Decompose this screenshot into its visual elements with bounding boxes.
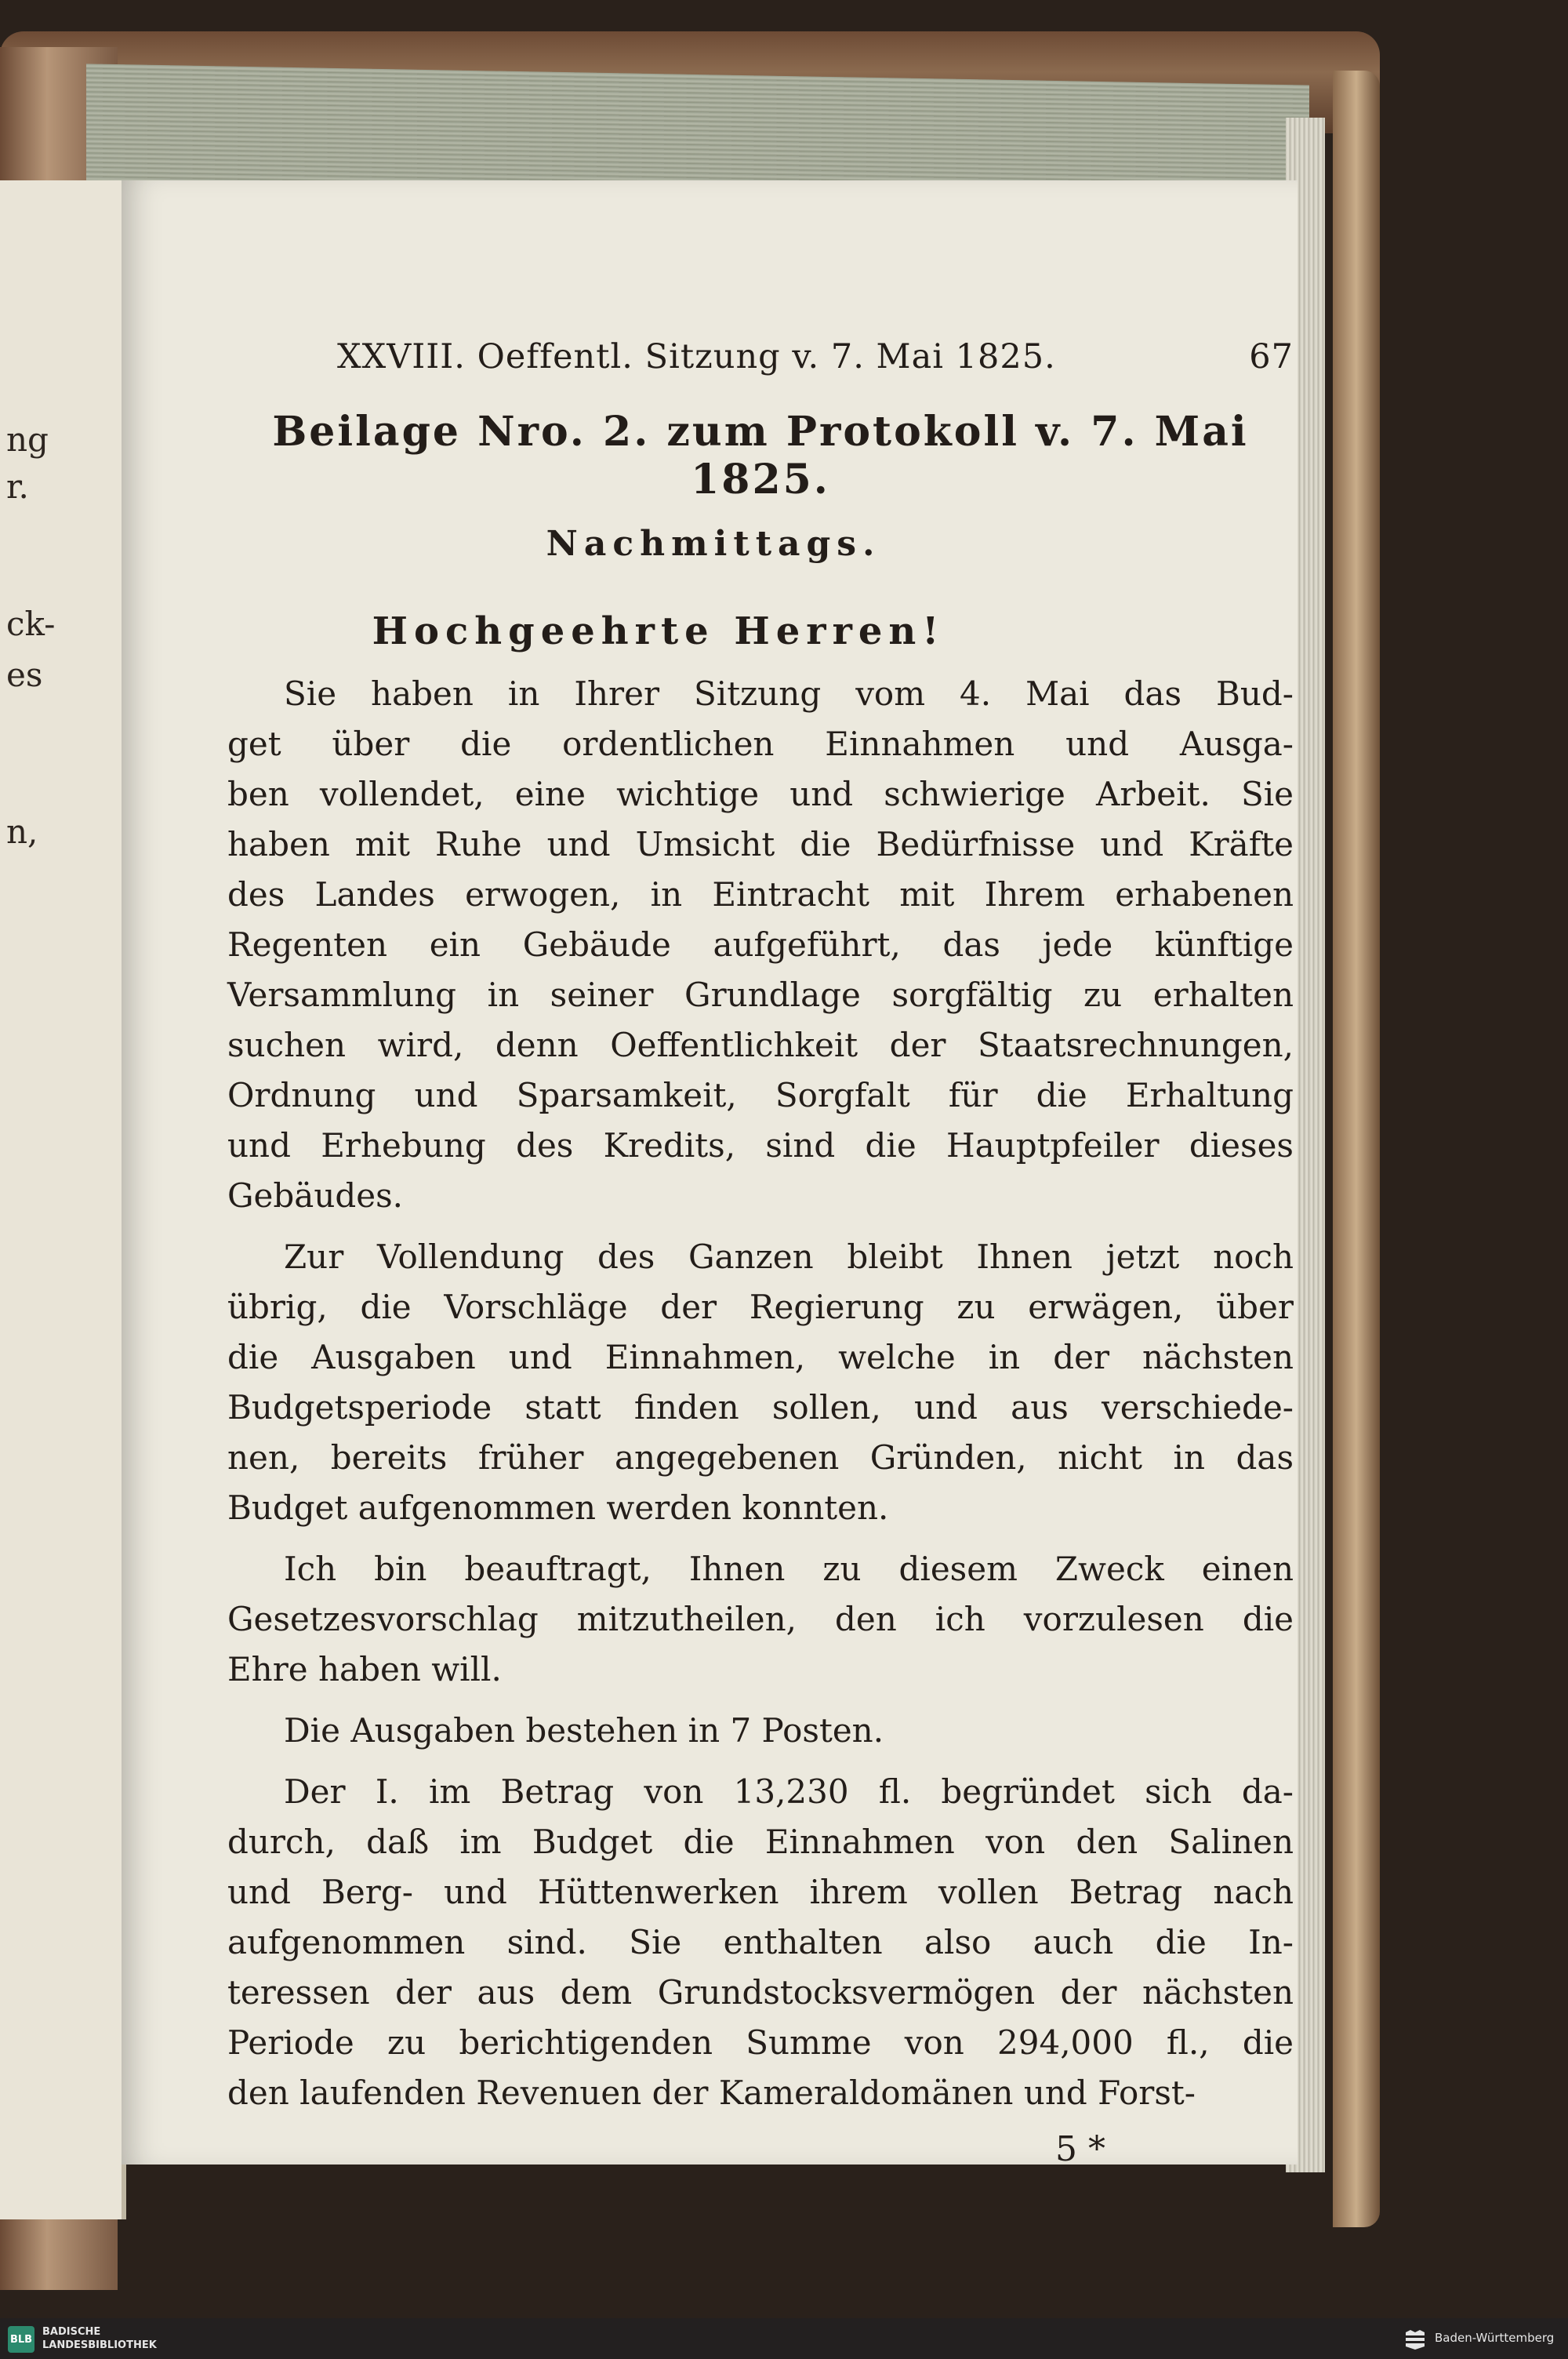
text-line: Der I. im Betrag von 13,230 fl. begründet sich da- bbox=[284, 1772, 1294, 1811]
text-line: den laufenden Revenuen der Kameraldomänen und Forst- bbox=[227, 2074, 1196, 2112]
text-line: Ehre haben will. bbox=[227, 1650, 502, 1688]
text-line: teressen der aus dem Grundstocksvermögen der nächsten bbox=[227, 1973, 1294, 2012]
text-line: Ordnung und Sparsamkeit, Sorgfalt für die Erhaltung bbox=[227, 1076, 1294, 1114]
text-line: und Berg- und Hüttenwerken ihrem vollen Betrag nach bbox=[227, 1873, 1294, 1911]
right-page bbox=[122, 180, 1298, 2169]
text-line: die Ausgaben und Einnahmen, welche in der nächsten bbox=[227, 1338, 1294, 1376]
document-title: Beilage Nro. 2. zum Protokoll v. 7. Mai 1825. bbox=[272, 408, 1249, 503]
running-title: XXVIII. Oeffentl. Sitzung v. 7. Mai 1825. bbox=[337, 337, 1056, 376]
paragraph bbox=[227, 1232, 1294, 1533]
text-line: Sie haben in Ihrer Sitzung vom 4. Mai das Bud- bbox=[284, 674, 1294, 713]
text-line: haben mit Ruhe und Umsicht die Bedürfnisse und Kräfte bbox=[227, 825, 1294, 863]
left-page-fragment: ck- bbox=[6, 605, 56, 643]
paragraph bbox=[227, 1767, 1294, 2118]
text-line: Gebäudes. bbox=[227, 1176, 404, 1215]
text-line: übrig, die Vorschläge der Regierung zu erwägen, über bbox=[227, 1288, 1294, 1326]
state-emblem-icon bbox=[1403, 2328, 1427, 2351]
text-line: aufgenommen sind. Sie enthalten also auch die In- bbox=[227, 1923, 1294, 1961]
salutation: Hochgeehrte Herren! bbox=[372, 609, 946, 653]
page-number: 67 bbox=[1249, 337, 1294, 376]
signature-mark: 5 * bbox=[1055, 2129, 1105, 2169]
library-name-line2: LANDESBIBLIOTHEK bbox=[42, 2339, 157, 2351]
text-line: Die Ausgaben bestehen in 7 Posten. bbox=[284, 1711, 884, 1750]
left-page-fragment: n, bbox=[6, 812, 38, 851]
running-header bbox=[227, 337, 1294, 376]
paragraph bbox=[227, 669, 1294, 1221]
left-page bbox=[0, 180, 126, 2219]
body-text bbox=[227, 669, 1294, 2118]
text-line: nen, bereits früher angegebenen Gründen, nicht in das bbox=[227, 1438, 1294, 1477]
library-name-line1: BADISCHE bbox=[42, 2326, 101, 2338]
book-cover-right bbox=[1333, 71, 1380, 2227]
text-line: get über die ordentlichen Einnahmen und Ausga- bbox=[227, 725, 1294, 763]
paragraph bbox=[227, 1544, 1294, 1695]
text-line: Regenten ein Gebäude aufgeführt, das jede künftige bbox=[227, 925, 1294, 964]
text-line: Budget aufgenommen werden konnten. bbox=[227, 1488, 889, 1527]
library-name bbox=[42, 2325, 157, 2352]
text-line: durch, daß im Budget die Einnahmen von den Salinen bbox=[227, 1823, 1294, 1861]
page-content bbox=[227, 337, 1294, 2169]
document-subtitle: Nachmittags. bbox=[546, 524, 881, 564]
left-page-fragment: r. bbox=[6, 467, 29, 506]
footer-bar bbox=[0, 2318, 1568, 2359]
text-line: Versammlung in seiner Grundlage sorgfältig zu erhalten bbox=[227, 976, 1294, 1014]
state-name: Baden-Württemberg bbox=[1435, 2331, 1555, 2345]
text-line: Ich bin beauftragt, Ihnen zu diesem Zweck einen bbox=[284, 1550, 1294, 1588]
text-line: des Landes erwogen, in Eintracht mit Ihrem erhabenen bbox=[227, 875, 1294, 914]
text-line: Zur Vollendung des Ganzen bleibt Ihnen jetzt noch bbox=[284, 1238, 1294, 1276]
text-line: Gesetzesvorschlag mitzutheilen, den ich vorzulesen die bbox=[227, 1600, 1294, 1638]
blb-logo: BLB bbox=[8, 2326, 34, 2353]
text-line: Budgetsperiode statt finden sollen, und aus verschiede- bbox=[227, 1388, 1294, 1427]
paragraph bbox=[227, 1706, 1294, 1756]
text-line: ben vollendet, eine wichtige und schwierige Arbeit. Sie bbox=[227, 775, 1294, 813]
text-line: Periode zu berichtigenden Summe von 294,000 fl., die bbox=[227, 2023, 1294, 2062]
left-page-fragment: es bbox=[6, 656, 43, 694]
text-line: und Erhebung des Kredits, sind die Hauptpfeiler dieses bbox=[227, 1126, 1294, 1165]
text-line: suchen wird, denn Oeffentlichkeit der Staatsrechnungen, bbox=[227, 1026, 1294, 1064]
left-page-fragment: ng bbox=[6, 420, 49, 459]
